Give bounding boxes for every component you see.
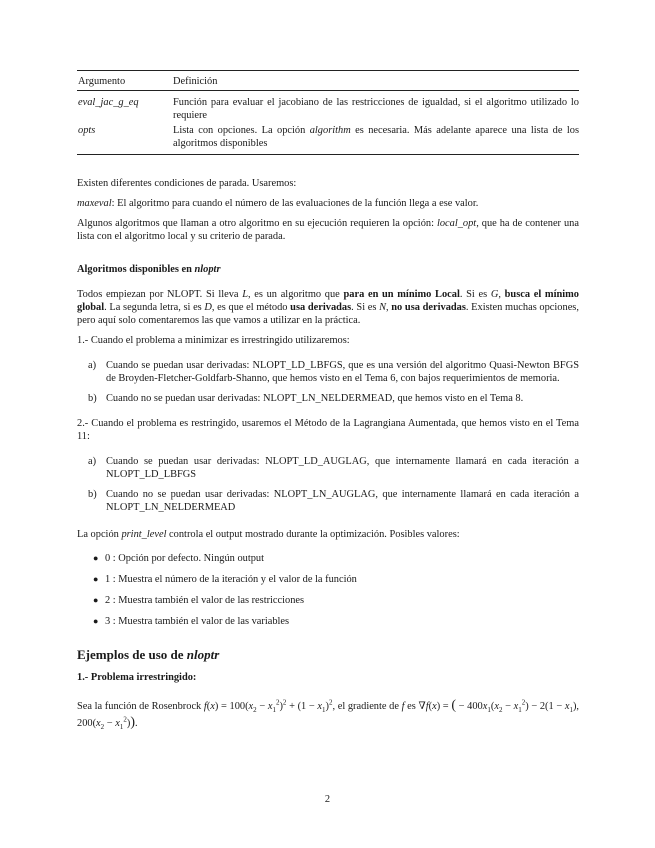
list-item: ● 1 : Muestra el número de la iteración y el valor de la función bbox=[93, 574, 357, 585]
examples-heading: Ejemplos de uso de nloptr bbox=[77, 647, 220, 662]
case1-intro: 1.- Cuando el problema a minimizar es irrestringido utilizaremos: bbox=[77, 335, 350, 346]
bullet-icon: ● bbox=[93, 595, 99, 605]
page-number: 2 bbox=[324, 794, 331, 805]
rosenbrock-paragraph: Sea la función de Rosenbrock $f(x) = 100(x_2 - x_1^2)^2 + (1 - x_1)^2$, el gradiente de f es ∇f(x) = ( − $400x_1(x_2 - x_1^2) - 2(1 - x_1)$, $200(x_2 - x_1^2)$). bbox=[77, 698, 580, 732]
print-level-paragraph: La opción print_level controla el output mostrado durante la optimización. Posibles valores: bbox=[77, 529, 460, 540]
bullet-icon: ● bbox=[93, 574, 99, 584]
argument-name: opts bbox=[78, 125, 96, 136]
table-header-row bbox=[77, 71, 579, 90]
list-item: a) Cuando se puedan usar derivadas: NLOPT_LD_AUGLAG, que internamente llamará en cada iteración a NLOPT_LD_LBFGS bbox=[88, 456, 579, 480]
page-body bbox=[77, 70, 579, 732]
case1-list bbox=[88, 359, 579, 405]
bullet-icon: ● bbox=[93, 616, 99, 626]
list-item: ● 0 : Opción por defecto. Ningún output bbox=[93, 553, 265, 564]
bullet-icon: ● bbox=[93, 553, 99, 563]
example1-heading: 1.- Problema irrestringido: bbox=[77, 672, 197, 683]
algorithms-heading: Algoritmos disponibles en nloptr bbox=[77, 264, 221, 275]
argument-name: eval_jac_g_eq bbox=[78, 97, 139, 108]
argument-definition: Lista con opciones. La opción algorithm es necesaria. Más adelante aparece una lista de los algoritmos disponibles bbox=[173, 125, 579, 149]
case2-intro: 2.- Cuando el problema es restringido, usaremos el Método de la Lagrangiana Aumentada, que hemos visto en el Tema 11: bbox=[77, 418, 579, 442]
list-item: b) Cuando no se puedan usar derivadas: NLOPT_LN_AUGLAG, que internamente llamará en cada iteración a NLOPT_LN_NELDERMEAD bbox=[88, 489, 579, 513]
case2-list bbox=[88, 455, 579, 514]
table-row bbox=[77, 91, 579, 122]
list-item: ● 3 : Muestra también el valor de las variables bbox=[93, 616, 290, 627]
local-opt-paragraph: Algunos algoritmos que llaman a otro algoritmo en su ejecución requieren la opción: local_opt, que ha de contener una lista con el algoritmo local y su criterio de parada. bbox=[77, 218, 579, 242]
list-item: a) Cuando se puedan usar derivadas: NLOPT_LD_LBFGS, que es una versión del algoritmo Quasi-Newton BFGS de Broyden-Fletcher-Goldfarb-Shanno, que hemos visto en el Tema 6, con bajos requerimientos de memoria. bbox=[88, 360, 579, 384]
arguments-table-body bbox=[77, 91, 579, 154]
arguments-table bbox=[77, 71, 579, 90]
algorithms-intro: Todos empiezan por NLOPT. Si lleva L, es un algoritmo que para en un mínimo Local. Si es G, busca el mínimo global. La segunda letra, si es D, es que el método usa derivadas. Si es N, no usa derivadas. Existen muchas opciones, pero aquí solo comentaremos las que vamos a utilizar en la práctica. bbox=[77, 289, 579, 326]
stop-intro: Existen diferentes condiciones de parada. Usaremos: bbox=[77, 178, 297, 189]
table-bottom-rule bbox=[77, 154, 579, 155]
table-row bbox=[77, 122, 579, 154]
list-item: ● 2 : Muestra también el valor de las restricciones bbox=[93, 595, 305, 606]
maxeval-paragraph: maxeval: El algoritmo para cuando el número de las evaluaciones de la función llega a ese valor. bbox=[77, 198, 479, 209]
print-level-list bbox=[93, 552, 579, 628]
argument-definition: Función para evaluar el jacobiano de las restricciones de igualdad, si el algoritmo utilizado lo requiere bbox=[173, 97, 579, 121]
list-item: b) Cuando no se puedan usar derivadas: NLOPT_LN_NELDERMEAD, que hemos visto en el Tema 8. bbox=[88, 393, 524, 404]
header-definition: Definición bbox=[173, 76, 218, 87]
header-argument: Argumento bbox=[78, 76, 126, 87]
